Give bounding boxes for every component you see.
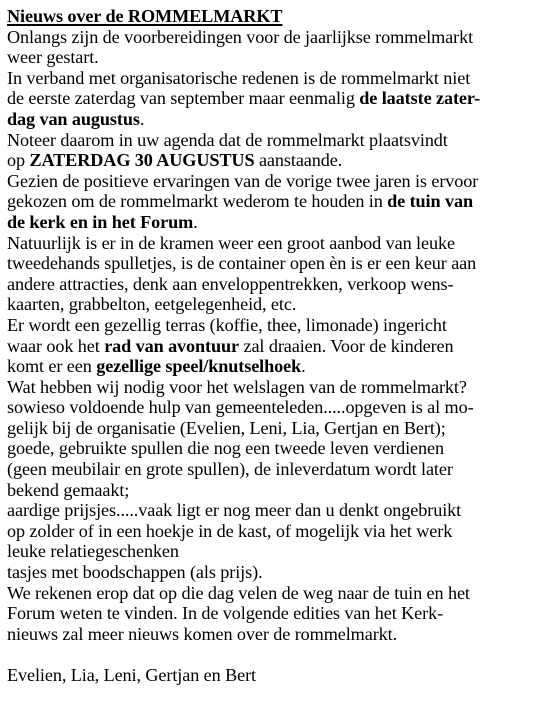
text-line xyxy=(7,500,545,521)
text: bekend gemaakt; xyxy=(7,479,130,500)
text: aardige prijsjes.....vaak ligt er nog meer dan u denkt ongebruikt xyxy=(7,500,462,521)
text-line xyxy=(7,191,545,212)
text: Er wordt een gezellig terras (koffie, thee, limonade) ingericht xyxy=(7,314,447,335)
bold-text: gezellige speel/knutselhoek xyxy=(96,356,302,377)
text: gelijk bij de organisatie (Evelien, Leni, Lia, Gertjan en Bert); xyxy=(7,417,446,438)
text-line xyxy=(7,233,545,254)
text: zal draaien. Voor de kinderen xyxy=(239,335,454,356)
text: goede, gebruikte spullen die nog een tweede leven verdienen xyxy=(7,438,444,459)
text: We rekenen erop dat op die dag velen de weg naar de tuin en het xyxy=(7,582,470,603)
text-line xyxy=(7,150,545,171)
text: . xyxy=(139,108,145,129)
text: Gezien de positieve ervaringen van de vorige twee jaren is ervoor xyxy=(7,170,479,191)
text-line xyxy=(7,27,545,48)
bold-text: rad van avontuur xyxy=(104,335,240,356)
text: komt er een xyxy=(7,356,97,377)
text-line xyxy=(7,583,545,604)
signature-line xyxy=(7,665,545,686)
text: op zolder of in een hoekje in de kast, of mogelijk via het werk xyxy=(7,520,453,541)
bold-text: de laatste zater- xyxy=(359,88,481,109)
text: Noteer daarom in uw agenda dat de rommelmarkt plaatsvindt xyxy=(7,129,448,150)
text: Onlangs zijn de voorbereidingen voor de jaarlijkse rommelmarkt xyxy=(7,26,474,47)
text-line xyxy=(7,336,545,357)
text-line xyxy=(7,253,545,274)
text-line xyxy=(7,212,545,233)
text-line xyxy=(7,315,545,336)
text: leuke relatiegeschenken xyxy=(7,541,179,562)
text: Wat hebben wij nodig voor het welslagen van de rommelmarkt? xyxy=(7,376,467,397)
text: tasjes met boodschappen (als prijs). xyxy=(7,562,263,583)
text: In verband met organisatorische redenen is de rommelmarkt niet xyxy=(7,67,471,88)
text-line xyxy=(7,171,545,192)
text: sowieso voldoende hulp van gemeenteleden.....opgeven is al mo- xyxy=(7,397,474,418)
text: kaarten, grabbelton, eetgelegenheid, etc. xyxy=(7,294,297,315)
blank-line xyxy=(7,644,545,665)
text-line xyxy=(7,88,545,109)
article-body xyxy=(7,27,545,686)
text-line xyxy=(7,541,545,562)
text-line xyxy=(7,418,545,439)
text-line xyxy=(7,459,545,480)
text: . xyxy=(193,211,198,232)
text-line xyxy=(7,397,545,418)
text: de eerste zaterdag van september maar eenmalig xyxy=(7,88,360,109)
text: op xyxy=(7,150,30,171)
text-line xyxy=(7,109,545,130)
text: . xyxy=(301,356,306,377)
text-line xyxy=(7,377,545,398)
bold-text: ZATERDAG 30 AUGUSTUS xyxy=(29,150,255,171)
text: Forum weten te vinden. In de volgende edities van het Kerk- xyxy=(7,603,444,624)
text: aanstaande. xyxy=(254,150,343,171)
text: waar ook het xyxy=(7,335,105,356)
bold-text: de kerk en in het Forum xyxy=(7,211,194,232)
bold-text: de tuin van xyxy=(387,191,473,212)
text: Evelien, Lia, Leni, Gertjan en Bert xyxy=(7,665,257,685)
text-line xyxy=(7,438,545,459)
text-line xyxy=(7,274,545,295)
text-line xyxy=(7,521,545,542)
text: Natuurlijk is er in de kramen weer een groot aanbod van leuke xyxy=(7,232,455,253)
article-title: Nieuws over de ROMMELMARKT xyxy=(7,6,283,26)
text-line xyxy=(7,603,545,624)
bold-text: dag van augustus xyxy=(7,108,140,129)
text-line xyxy=(7,562,545,583)
text: weer gestart. xyxy=(7,47,99,68)
text-line xyxy=(7,294,545,315)
text: gekozen om de rommelmarkt wederom te houden in xyxy=(7,191,388,212)
text: tweedehands spulletjes, is de container open èn is er een keur aan xyxy=(7,253,477,274)
text-line xyxy=(7,47,545,68)
text: andere attracties, denk aan enveloppentrekken, verkoop wens- xyxy=(7,273,454,294)
text: nieuws zal meer nieuws komen over de rommelmarkt. xyxy=(7,623,398,644)
text-line xyxy=(7,130,545,151)
text-line xyxy=(7,356,545,377)
text-line xyxy=(7,624,545,645)
text-line xyxy=(7,480,545,501)
text: (geen meubilair en grote spullen), de inleverdatum wordt later xyxy=(7,459,453,480)
text-line xyxy=(7,68,545,89)
